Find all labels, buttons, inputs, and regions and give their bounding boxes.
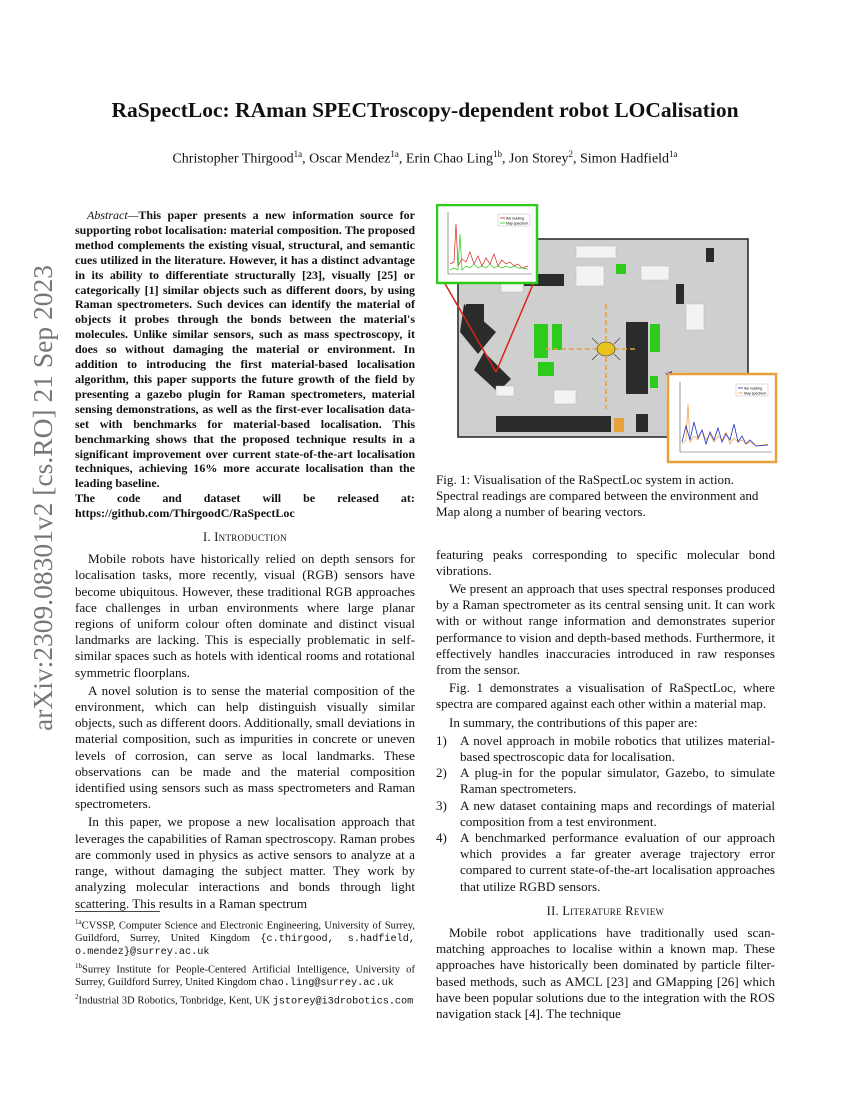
- author-list: Christopher Thirgood$^{1a}$, Oscar Mendez$^{1a}$, Erin Chao Ling$^{1b}$, Jon Storey$^2$, Simon Hadfield$^{1a}$: [172, 149, 678, 167]
- legend-map-spectrum: Map spectrum: [744, 391, 767, 396]
- legend-map-spectrum: Map spectrum: [506, 221, 529, 226]
- footnote-rule: [75, 911, 160, 912]
- author: Oscar Mendez: [309, 151, 391, 167]
- list-item: 3) A new dataset containing maps and recordings of material composition from a test environment.: [436, 797, 775, 829]
- legend-live-reading: live reading: [744, 386, 762, 391]
- paragraph: Mobile robots have historically relied on depth sensors for localisation tasks, more recently, visual (RGB) sensors have become ubiquitous. However, these traditional RGB approaches face challenges in urban environments where large planar regions of uniform colour often dominate and distinct visual landmarks are lacking. This is especially problematic in self-similar spaces such as hotels with identical rooms and rotational symmetric floorplans.: [75, 551, 415, 680]
- figure-caption: Fig. 1: Visualisation of the RaSpectLoc system in action. Spectral readings are compared between the environment and Map along a number of bearing vectors.: [436, 472, 759, 520]
- arxiv-stamp: arXiv:2309.08301v2 [cs.RO] 21 Sep 2023: [27, 264, 58, 731]
- section-heading-literature-review: II. Literature Review: [546, 903, 665, 918]
- paragraph: Mobile robot applications have traditionally used scan-matching approaches to localise within a known map. These approaches have historically been dominated by particle filter-based methods, such as AMCL [23] and GMapping [26] which have been popular solutions due to the integration with the ROS navigation stack [4]. The technique: [436, 925, 775, 1022]
- paragraph: In summary, the contributions of this paper are:: [449, 714, 698, 730]
- list-item: 1) A novel approach in mobile robotics that utilizes material-based spectroscopic data for localisation.: [436, 732, 775, 765]
- figure-1-visualisation: [436, 204, 780, 466]
- paragraph: We present an approach that uses spectral responses produced by a Raman spectrometer as its central sensing unit. It can work with or without range information and demonstrates superior performance to vision and depth-based methods. Furthermore, it effectively handles inaccuracies introduced in raw responses from the sensor.: [436, 581, 775, 678]
- left-column: [75, 208, 415, 914]
- paragraph: In this paper, we propose a new localisation approach that leverages the capabilities of Raman spectroscopy. Raman probes are commonly used in physics as active sensors to analyze at a range, without damaging the subject matter. They work by analyzing molecular interactions and bonds through light scattering. This results in a Raman spectrum: [75, 814, 415, 911]
- footnote: $^{1a}$CVSSP, Computer Science and Electronic Engineering, University of Surrey, Guildford, Surrey, United Kingdom {c.thirgood, s.hadfield, o.mendez}@surrey.ac.uk: [75, 918, 415, 958]
- footnotes: [75, 916, 415, 1010]
- abstract: Abstract—This paper presents a new information source for supporting robot localisation: material composition. The proposed method complements the existing visual, structural, and semantic cues utilized in the literature. However, it has a distinct advantage in its ability to differentiate structurally [23], visually [25] or categorically [1] similar objects such as different doors, by using Raman spectrometers. Such devices can identify the material of objects it probes through the bonds between the material's molecules. Unlike similar sensors, such as mass spectroscopy, it does so without damaging the material or environment. In addition to introducing the first material-based localisation algorithm, this paper supports the future growth of the field by presenting a gazebo plugin for Raman spectrometers, material sensing demonstrations, as well as the first-ever localisation data-set with benchmarks for material-based localisation. This benchmarking shows that the proposed technique results in a significant improvement over current state-of-the-art localisation techniques, achieving 16% more accurate localisation than the leading baseline.: [75, 208, 415, 491]
- author: Christopher Thirgood: [172, 151, 294, 167]
- footnote: $^2$Industrial 3D Robotics, Tonbridge, Kent, UK jstorey@i3drobotics.com: [75, 993, 414, 1008]
- code-release: The code and dataset will be released at: https://github.com/ThirgoodC/RaSpectLoc: [75, 491, 415, 521]
- contribution-list: [436, 733, 775, 895]
- paragraph: Fig. 1 demonstrates a visualisation of RaSpectLoc, where spectra are compared against each other within a material map.: [436, 680, 775, 712]
- paper-title: RaSpectLoc: RAman SPECTroscopy-dependent robot LOCalisation: [111, 98, 739, 122]
- footnote: $^{1b}$Surrey Institute for People-Centered Artificial Intelligence, University of Surrey, Guildford Surrey, United Kingdom chao.ling@surrey.ac.uk: [75, 962, 415, 989]
- author: Jon Storey: [509, 151, 569, 167]
- section-heading-introduction: I. Introduction: [203, 530, 287, 545]
- list-item: 4) A benchmarked performance evaluation of our approach which provides a far greater average trajectory error compared to current state-of-the-art localisation approaches that utilize RGBD sensors.: [436, 830, 775, 894]
- list-item: 2) A plug-in for the popular simulator, Gazebo, to simulate Raman spectrometers.: [436, 765, 775, 797]
- author: Erin Chao Ling: [405, 151, 493, 167]
- legend-live-reading: live reading: [506, 216, 524, 221]
- right-column: [436, 472, 775, 1024]
- code-url[interactable]: https://github.com/ThirgoodC/RaSpectLoc: [75, 506, 295, 521]
- author: Simon Hadfield: [580, 151, 670, 167]
- paragraph: A novel solution is to sense the material composition of the environment, which can help distinguish visually similar objects, such as different doors. Additionally, small deviations in material composition, such as impurities in concrete or uneven levels of corrosion, can serve as local landmarks. These observations can be made and the material composition identified using sensors such as mass spectrometers and Raman spectrometers.: [75, 682, 415, 812]
- paragraph-continuation: featuring peaks corresponding to specific molecular bond vibrations.: [436, 546, 775, 578]
